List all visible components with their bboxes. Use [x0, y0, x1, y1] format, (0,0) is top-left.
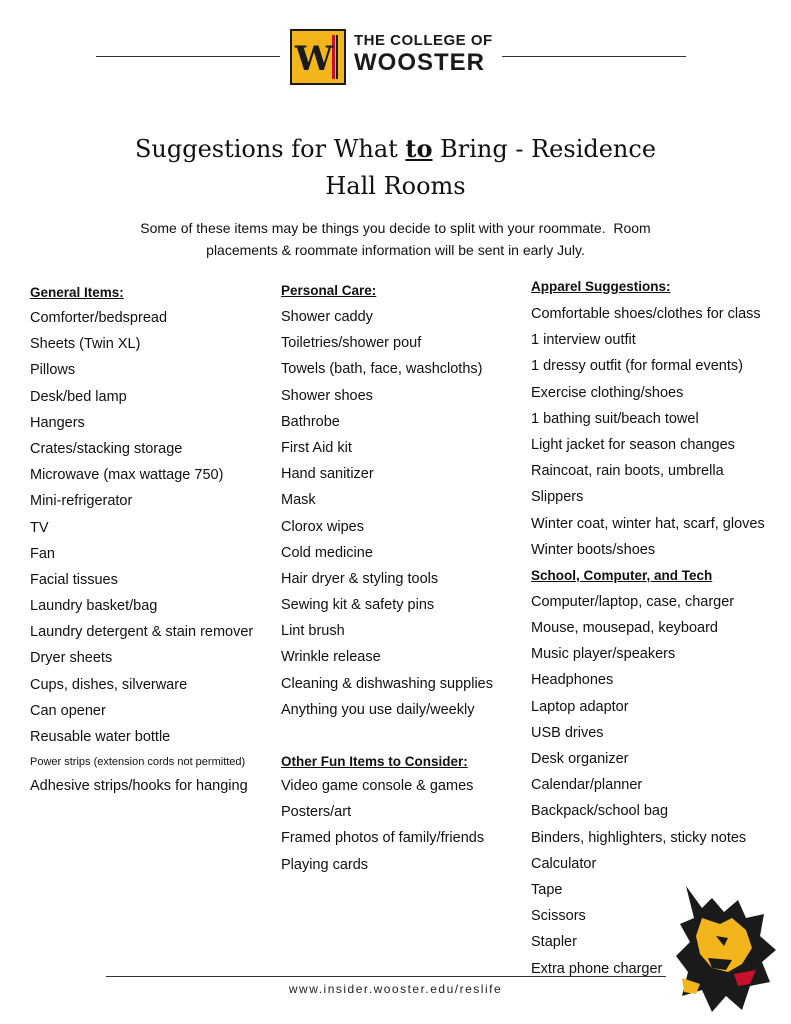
list-item: TV — [30, 519, 49, 536]
list-item: Laundry basket/bag — [30, 598, 158, 615]
list-item: Can opener — [30, 702, 106, 719]
list-item: Laundry detergent & stain remover — [30, 624, 254, 641]
list-item: Sewing kit & safety pins — [281, 597, 435, 614]
list-item: Exercise clothing/shoes — [531, 384, 684, 401]
list-item: Facial tissues — [30, 571, 118, 588]
list-item: Bathrobe — [281, 413, 340, 430]
title-emphasis: to — [405, 134, 433, 163]
list-item: Comfortable shoes/clothes for class — [531, 306, 761, 322]
list-item: Scissors — [531, 908, 586, 925]
list-item: Hair dryer & styling tools — [281, 570, 439, 587]
list-item: Microwave (max wattage 750) — [30, 467, 224, 484]
general-items-column — [30, 285, 253, 798]
list-item: Crates/stacking storage — [30, 440, 183, 457]
list-item: Reusable water bottle — [30, 729, 171, 745]
personal-care-heading: Personal Care: — [281, 283, 377, 298]
list-item: Backpack/school bag — [531, 803, 669, 820]
title-part-2: Bring - Residence — [432, 135, 657, 163]
list-item: First Aid kit — [281, 439, 352, 456]
list-item: Lint brush — [281, 623, 345, 640]
fun-items-heading: Other Fun Items to Consider: — [281, 754, 468, 769]
intro-line-2: placements & roommate information will be sent in early July. — [206, 242, 585, 258]
personal-care-column — [281, 283, 493, 878]
list-item: Desk organizer — [531, 751, 629, 767]
logo-line-2: WOOSTER — [354, 49, 485, 76]
fun-items-list — [281, 773, 493, 878]
list-item: Dryer sheets — [30, 650, 113, 667]
list-item: Sheets (Twin XL) — [30, 336, 141, 353]
list-item: Towels (bath, face, washcloths) — [281, 361, 483, 378]
list-item: Mini-refrigerator — [30, 493, 133, 510]
list-item: Clorox wipes — [281, 518, 364, 535]
list-item: Mouse, mousepad, keyboard — [531, 620, 718, 637]
logo-line-1: THE COLLEGE OF — [354, 32, 493, 49]
list-item: Winter coat, winter hat, scarf, gloves — [531, 515, 765, 532]
list-item: Hangers — [30, 414, 85, 431]
page-title — [0, 130, 791, 205]
general-items-list — [30, 305, 253, 750]
title-line-2: Hall Rooms — [325, 172, 466, 200]
personal-care-list — [281, 304, 493, 723]
list-item: Playing cards — [281, 856, 369, 873]
header-rule-left — [96, 56, 280, 57]
intro-paragraph — [100, 217, 691, 261]
list-item: 1 interview outfit — [531, 332, 636, 349]
list-item: Light jacket for season changes — [531, 436, 735, 453]
list-item: Shower caddy — [281, 309, 373, 325]
list-item: 1 dressy outfit (for formal events) — [531, 358, 743, 375]
list-item: Binders, highlighters, sticky notes — [531, 829, 747, 846]
list-item: Calendar/planner — [531, 777, 643, 794]
list-item: Posters/art — [281, 804, 352, 821]
list-item: Shower shoes — [281, 387, 373, 404]
list-item: Calculator — [531, 855, 597, 872]
list-item: Pillows — [30, 362, 76, 379]
list-item-power-strips: Power strips (extension cords not permitted) — [30, 756, 246, 769]
list-item: Hand sanitizer — [281, 466, 374, 483]
list-item: Comforter/bedspread — [30, 310, 168, 326]
list-item: Wrinkle release — [281, 649, 381, 666]
list-item: Cold medicine — [281, 544, 373, 561]
college-logo-mark — [290, 29, 346, 85]
list-item: Cups, dishes, silverware — [30, 676, 188, 693]
apparel-column — [531, 279, 765, 982]
list-item: Raincoat, rain boots, umbrella — [531, 463, 724, 480]
list-item: Mask — [281, 492, 316, 509]
list-item: Toiletries/shower pouf — [281, 335, 422, 352]
list-item: Stapler — [531, 934, 577, 951]
svg-text:W: W — [294, 39, 334, 79]
list-item: Winter boots/shoes — [531, 541, 656, 558]
list-item-adhesive-strips: Adhesive strips/hooks for hanging — [30, 778, 248, 795]
school-tech-heading: School, Computer, and Tech — [531, 567, 713, 583]
list-item: Tape — [531, 881, 563, 898]
list-item: Framed photos of family/friends — [281, 830, 485, 847]
header-rule-right — [502, 56, 686, 57]
list-item: Music player/speakers — [531, 646, 676, 663]
list-item: Computer/laptop, case, charger — [531, 593, 735, 610]
list-item: Laptop adaptor — [531, 698, 629, 715]
footer-url: www.insider.wooster.edu/reslife — [288, 982, 503, 996]
general-items-heading: General Items: — [30, 285, 124, 300]
wooster-w-icon — [294, 33, 342, 81]
list-item: Slippers — [531, 489, 584, 506]
list-item: Anything you use daily/weekly — [281, 701, 475, 718]
title-part-1: Suggestions for What — [134, 135, 406, 163]
apparel-heading: Apparel Suggestions: — [531, 279, 671, 294]
list-item: USB drives — [531, 724, 604, 741]
list-item: Cleaning & dishwashing supplies — [281, 675, 493, 692]
list-item: Desk/bed lamp — [30, 388, 127, 405]
list-item: Fan — [30, 545, 55, 562]
college-logo-text — [354, 33, 493, 75]
apparel-list — [531, 301, 765, 563]
footer-rule — [106, 976, 666, 977]
list-item: Extra phone charger — [531, 960, 663, 977]
list-item: Headphones — [531, 672, 614, 689]
list-item: Video game console & games — [281, 778, 474, 794]
intro-line-1: Some of these items may be things you decide to split with your roommate. Room — [140, 220, 651, 236]
list-item: 1 bathing suit/beach towel — [531, 410, 699, 427]
